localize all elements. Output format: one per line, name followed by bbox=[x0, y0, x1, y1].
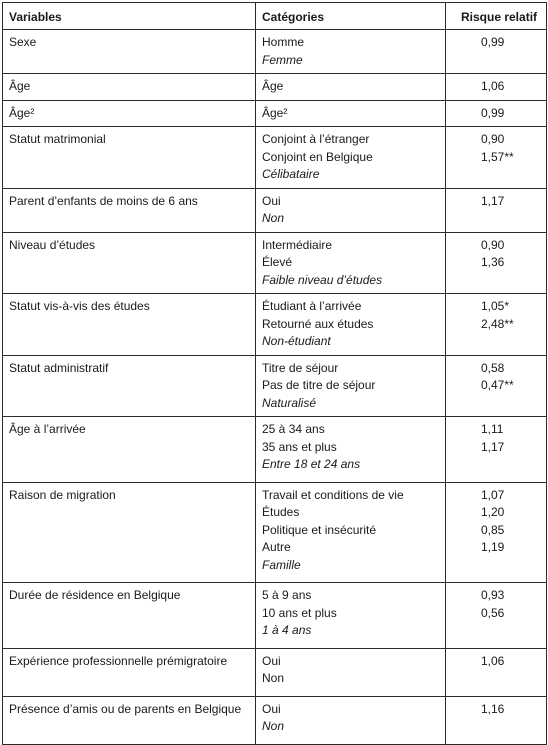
variable-label: Raison de migration bbox=[9, 487, 116, 502]
variable-label: Statut vis-à-vis des études bbox=[9, 299, 150, 313]
category-label: Oui bbox=[262, 701, 281, 716]
risk-value: 1,36 bbox=[481, 255, 505, 269]
reference-category: Célibataire bbox=[262, 167, 320, 181]
risk-value: 0,93 bbox=[481, 588, 505, 602]
header-variables: Variables bbox=[3, 3, 256, 30]
risk-value: 0,99 bbox=[481, 35, 505, 49]
risk-cell bbox=[446, 482, 547, 583]
risk-cell bbox=[446, 100, 547, 127]
category-label: 25 à 34 ans bbox=[262, 422, 325, 436]
variable-label: Présence d’amis ou de parents en Belgique bbox=[9, 701, 242, 716]
table-row bbox=[3, 188, 547, 232]
variable-cell bbox=[3, 188, 256, 232]
category-label: Pas de titre de séjour bbox=[262, 378, 376, 392]
category-cell bbox=[256, 355, 446, 417]
risk-value: 1,06 bbox=[481, 653, 505, 668]
category-label: Intermédiaire bbox=[262, 237, 333, 252]
table-row bbox=[3, 232, 547, 294]
reference-category: Femme bbox=[262, 52, 303, 67]
category-cell bbox=[256, 188, 446, 232]
category-label: Retourné aux études bbox=[262, 316, 374, 331]
reference-category: Non bbox=[262, 211, 285, 225]
risk-value: 0,56 bbox=[481, 605, 505, 620]
relative-risk-table bbox=[2, 2, 546, 745]
variable-cell bbox=[3, 127, 256, 189]
risk-value: 1,16 bbox=[481, 701, 505, 716]
table-row bbox=[3, 74, 547, 101]
category-label: Titre de séjour bbox=[262, 360, 339, 375]
category-label: Âge² bbox=[262, 105, 288, 120]
category-cell bbox=[256, 100, 446, 127]
variable-label: Durée de résidence en Belgique bbox=[9, 588, 181, 602]
reference-category: Non-étudiant bbox=[262, 334, 331, 348]
category-label: Conjoint à l’étranger bbox=[262, 132, 370, 146]
risk-value: 0,47** bbox=[481, 378, 514, 392]
category-label: Non bbox=[262, 671, 285, 685]
category-cell bbox=[256, 127, 446, 189]
risk-cell bbox=[446, 74, 547, 101]
category-label: 10 ans et plus bbox=[262, 605, 337, 620]
header-risk: Risque relatif bbox=[446, 3, 547, 30]
risk-cell bbox=[446, 583, 547, 649]
reference-category: 1 à 4 ans bbox=[262, 623, 312, 637]
variable-cell bbox=[3, 417, 256, 483]
risk-value: 1,17 bbox=[481, 439, 505, 454]
risk-value: 1,07 bbox=[481, 487, 505, 502]
category-cell bbox=[256, 648, 446, 696]
table-row bbox=[3, 30, 547, 74]
risk-value: 1,17 bbox=[481, 193, 505, 208]
variable-label: Parent d’enfants de moins de 6 ans bbox=[9, 193, 198, 208]
category-cell bbox=[256, 294, 446, 356]
risk-cell bbox=[446, 294, 547, 356]
table-row bbox=[3, 355, 547, 417]
data-table bbox=[2, 2, 547, 745]
table-row bbox=[3, 583, 547, 649]
table-row bbox=[3, 648, 547, 696]
variable-cell bbox=[3, 696, 256, 744]
risk-cell bbox=[446, 188, 547, 232]
variable-cell bbox=[3, 482, 256, 583]
category-label: Études bbox=[262, 505, 300, 519]
risk-cell bbox=[446, 355, 547, 417]
table-row bbox=[3, 417, 547, 483]
variable-label: Âge bbox=[9, 79, 31, 93]
category-label: Oui bbox=[262, 193, 281, 208]
variable-cell bbox=[3, 232, 256, 294]
reference-category: Famille bbox=[262, 557, 301, 572]
category-label: Autre bbox=[262, 540, 291, 554]
variable-label: Statut matrimonial bbox=[9, 132, 106, 146]
variable-label: Âge à l’arrivée bbox=[9, 422, 86, 436]
variable-cell bbox=[3, 583, 256, 649]
category-cell bbox=[256, 232, 446, 294]
header-categories: Catégories bbox=[256, 3, 446, 30]
risk-cell bbox=[446, 232, 547, 294]
table-row bbox=[3, 482, 547, 583]
category-cell bbox=[256, 583, 446, 649]
header-row bbox=[3, 3, 547, 30]
risk-value: 0,85 bbox=[481, 522, 505, 537]
variable-cell bbox=[3, 100, 256, 127]
risk-value: 0,90 bbox=[481, 237, 505, 252]
category-label: Travail et conditions de vie bbox=[262, 487, 404, 502]
category-label: Élevé bbox=[262, 255, 293, 269]
category-label: Conjoint en Belgique bbox=[262, 149, 373, 164]
table-row bbox=[3, 696, 547, 744]
category-cell bbox=[256, 74, 446, 101]
variable-label: Âge² bbox=[9, 105, 35, 120]
reference-category: Faible niveau d’études bbox=[262, 272, 383, 287]
table-row bbox=[3, 127, 547, 189]
category-cell bbox=[256, 482, 446, 583]
variable-label: Expérience professionnelle prémigratoire bbox=[9, 653, 228, 668]
variable-cell bbox=[3, 648, 256, 696]
variable-cell bbox=[3, 294, 256, 356]
reference-category: Entre 18 et 24 ans bbox=[262, 457, 361, 471]
risk-cell bbox=[446, 30, 547, 74]
category-label: Étudiant à l’arrivée bbox=[262, 299, 362, 313]
category-label: Oui bbox=[262, 653, 281, 668]
category-cell bbox=[256, 30, 446, 74]
risk-value: 1,11 bbox=[481, 422, 504, 436]
risk-value: 0,58 bbox=[481, 360, 505, 375]
variable-label: Niveau d’études bbox=[9, 237, 96, 252]
risk-value: 2,48** bbox=[481, 316, 514, 331]
category-cell bbox=[256, 417, 446, 483]
risk-value: 0,90 bbox=[481, 132, 505, 146]
reference-category: Naturalisé bbox=[262, 395, 317, 410]
category-label: 5 à 9 ans bbox=[262, 588, 312, 602]
risk-value: 1,20 bbox=[481, 505, 505, 519]
risk-value: 1,57** bbox=[481, 149, 514, 164]
risk-value: 1,19 bbox=[481, 540, 505, 554]
variable-cell bbox=[3, 74, 256, 101]
risk-cell bbox=[446, 696, 547, 744]
category-label: 35 ans et plus bbox=[262, 439, 337, 454]
table-row bbox=[3, 100, 547, 127]
risk-value: 0,99 bbox=[481, 105, 505, 120]
risk-cell bbox=[446, 417, 547, 483]
reference-category: Non bbox=[262, 719, 285, 733]
risk-cell bbox=[446, 127, 547, 189]
table-body bbox=[3, 30, 547, 745]
variable-label: Sexe bbox=[9, 35, 37, 49]
risk-value: 1,06 bbox=[481, 79, 505, 93]
category-cell bbox=[256, 696, 446, 744]
category-label: Homme bbox=[262, 35, 305, 49]
variable-cell bbox=[3, 355, 256, 417]
category-label: Âge bbox=[262, 79, 284, 93]
risk-value: 1,05* bbox=[481, 299, 510, 313]
table-row bbox=[3, 294, 547, 356]
variable-label: Statut administratif bbox=[9, 360, 109, 375]
variable-cell bbox=[3, 30, 256, 74]
risk-cell bbox=[446, 648, 547, 696]
category-label: Politique et insécurité bbox=[262, 522, 377, 537]
